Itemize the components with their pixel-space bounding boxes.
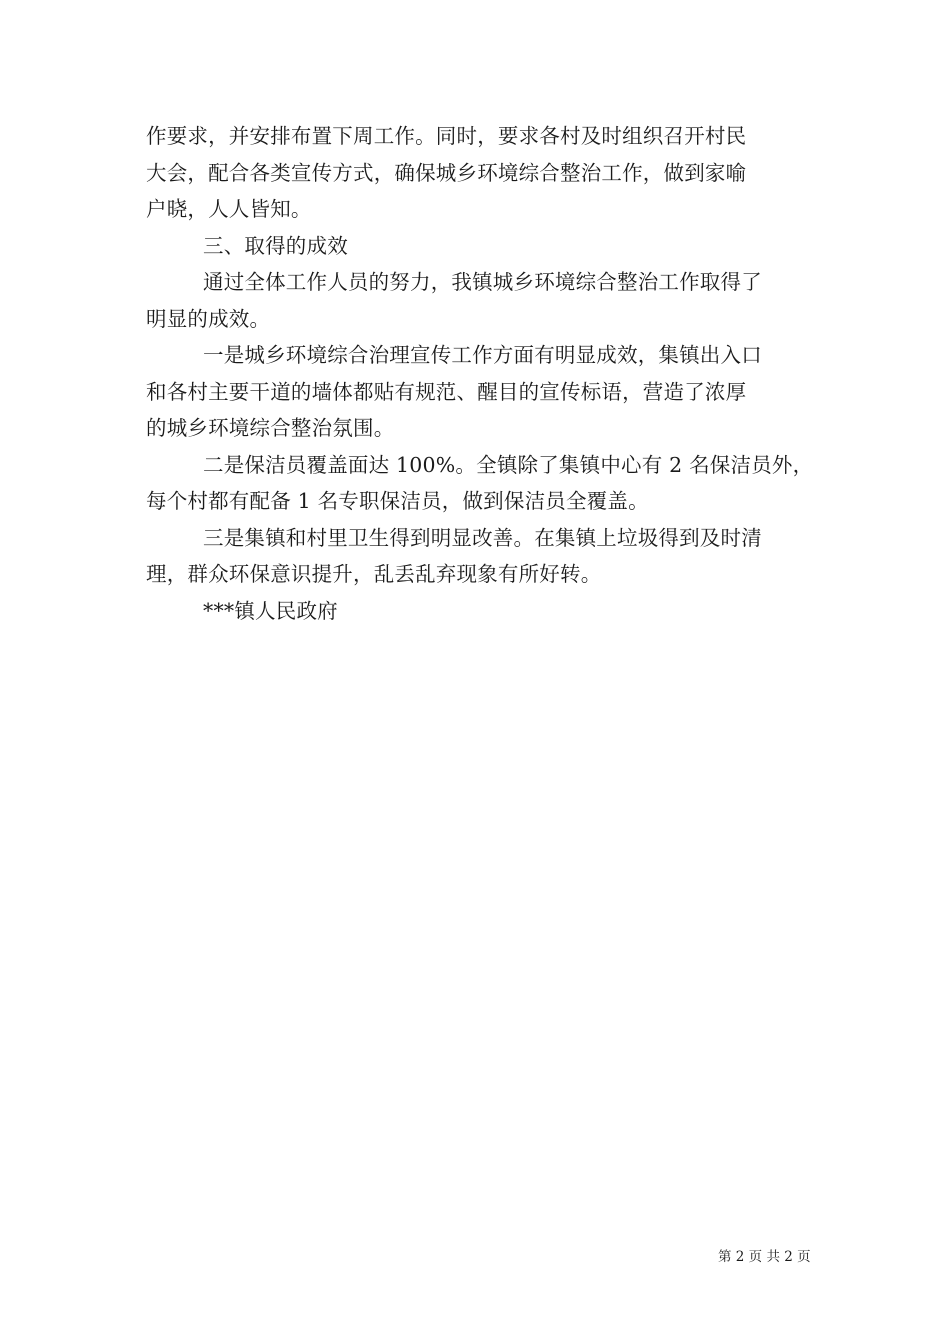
paragraph-line: 理，群众环保意识提升，乱丢乱弃现象有所好转。 [146,562,602,586]
section-heading: 三、取得的成效 [203,233,348,258]
paragraph-line: 户晓，人人皆知。 [146,197,312,221]
paragraph-line: 二是保洁员覆盖面达 100%。全镇除了集镇中心有 2 名保洁员外， [203,452,814,477]
paragraph-line: 大会，配合各类宣传方式，确保城乡环境综合整治工作，做到家喻 [146,160,747,185]
page-number: 第 2 页 共 2 页 [718,1249,811,1265]
paragraph-line: 的城乡环境综合整治氛围。 [146,416,395,440]
signature-line: ***镇人民政府 [203,598,338,623]
paragraph-line: 明显的成效。 [146,306,271,331]
paragraph-line: 作要求，并安排布置下周工作。同时，要求各村及时组织召开村民 [146,124,747,148]
document-body [146,118,814,629]
paragraph-line: 三是集镇和村里卫生得到明显改善。在集镇上垃圾得到及时清 [203,525,762,550]
paragraph-line: 每个村都有配备 1 名专职保洁员，做到保洁员全覆盖。 [146,489,649,513]
paragraph-line: 和各村主要干道的墙体都贴有规范、醒目的宣传标语，营造了浓厚 [146,379,747,404]
paragraph-line: 通过全体工作人员的努力，我镇城乡环境综合整治工作取得了 [203,270,762,294]
paragraph-line: 一是城乡环境综合治理宣传工作方面有明显成效，集镇出入口 [203,343,762,367]
